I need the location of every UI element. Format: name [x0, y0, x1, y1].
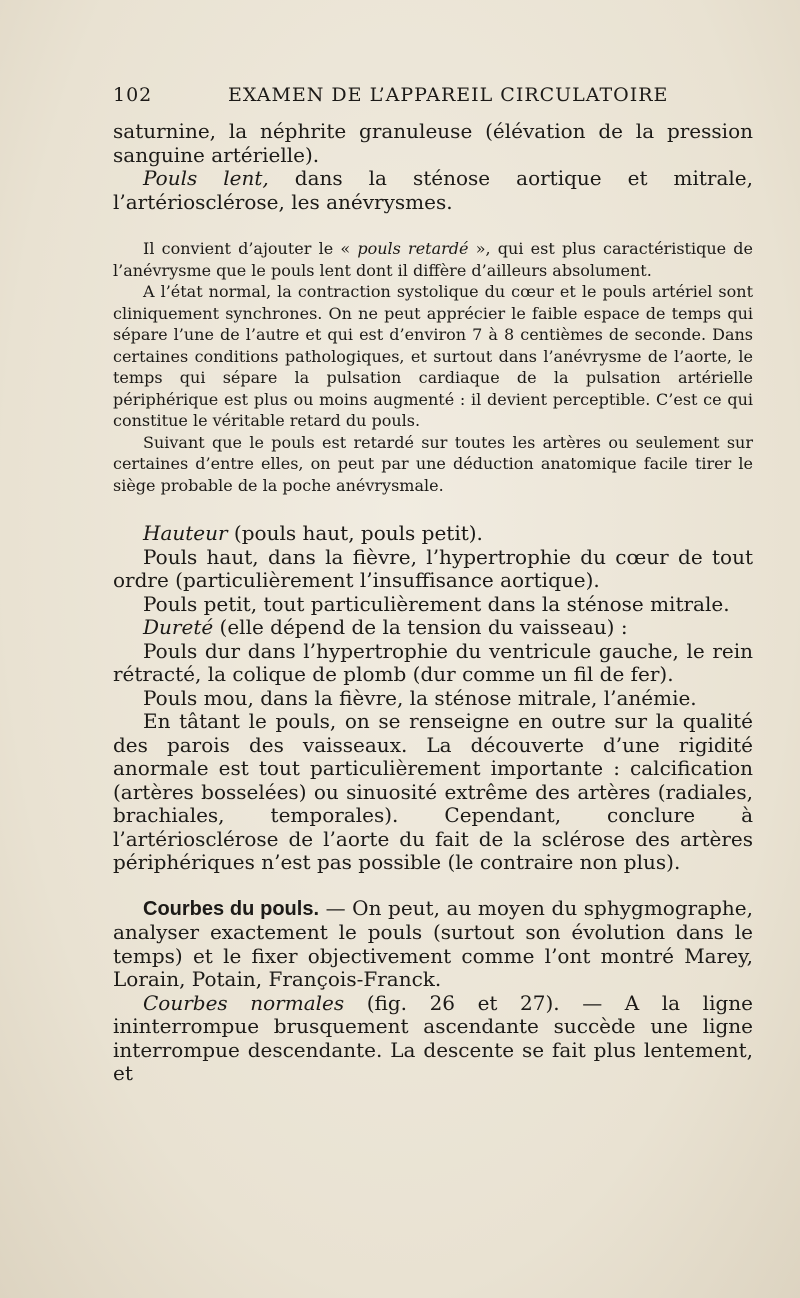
paragraph-pouls-retarde: Il convient d’ajouter le « pouls retardé », qui est plus caractéristique de l’anévrysme que le pouls lent dont il diffère d’ailleurs absolument. — [113, 239, 754, 280]
paragraph-tatant: En tâtant le pouls, on se renseigne en outre sur la qualité des parois des vaisseaux. La découverte d’une rigidité anormale est tout particulièrement importante : calcification (artères bosselées) ou sinuosité extrême des artères (radiales, brachiales, temporales). Cependant, conclure à l’artériosclérose de l’aorte du fait de la sclérose des artères périphériques n’est pas possible (le contraire non plus). — [113, 709, 753, 874]
page-number: 102 — [113, 84, 153, 106]
paragraph-courbes-normales: Courbes normales (fig. 26 et 27). — A la ligne ininterrompue brusquement ascendante succède une ligne interrompue descendante. La descente se fait plus lentement, et — [113, 990, 753, 1085]
term-courbes-normales: Courbes normales — [143, 990, 345, 1015]
term-hauteur: Hauteur — [143, 521, 228, 545]
paragraph-hauteur: Hauteur (pouls haut, pouls petit). — [143, 521, 483, 545]
paragraph-courbes-du-pouls: Courbes du pouls. — On peut, au moyen du sphygmographe, analyser exactement le pouls (surtout son évolution dans le temps) et le fixer objectivement comme l’ont montré Marey, Lorain, Potain, François-Franck. — [113, 895, 754, 991]
paragraph-pouls-dur: Pouls dur dans l’hypertrophie du ventricule gauche, le rein rétracté, la colique de plomb (dur comme un fil de fer). — [113, 638, 753, 686]
paragraph-durete: Dureté (elle dépend de la tension du vaisseau) : — [143, 615, 628, 639]
term-durete: Dureté — [143, 615, 214, 639]
paragraph-suivant: Suivant que le pouls est retardé sur toutes les artères ou seulement sur certaines d’entre elles, on peut par une déduction anatomique facile tirer le siège probable de la poche anévrysmale. — [113, 432, 753, 495]
paragraph-pouls-lent: Pouls lent, dans la sténose aortique et mitrale, l’artériosclérose, les anévrysmes. — [113, 166, 753, 214]
paragraph-etat-normal: A l’état normal, la contraction systolique du cœur et le pouls artériel sont cliniquement synchrones. On ne peut apprécier le faible espace de temps qui sépare l’une de l’autre et qui est d’environ 7 à 8 centièmes de seconde. Dans certaines conditions pathologiques, et surtout dans l’anévrysme de l’aorte, le temps qui sépare la pulsation cardiaque de la pulsation artérielle périphérique est plus ou moins augmenté : il devient perceptible. C’est ce qui constitue le véritable retard du pouls. — [113, 282, 753, 430]
paragraph-pouls-petit: Pouls petit, tout particulièrement dans la sténose mitrale. — [143, 591, 730, 616]
paragraph-pouls-mou: Pouls mou, dans la fièvre, la sténose mitrale, l’anémie. — [143, 685, 697, 710]
paragraph-pouls-haut: Pouls haut, dans la fièvre, l’hypertrophie du cœur de tout ordre (particulièrement l’insuffisance aortique). — [113, 544, 753, 592]
paragraph-saturnine: saturnine, la néphrite granuleuse (élévation de la pression sanguine artérielle). — [113, 119, 753, 167]
section-heading-courbes: Courbes du pouls. — [143, 897, 320, 920]
term-pouls-lent: Pouls lent, — [143, 166, 269, 190]
term-pouls-retarde: pouls retardé — [357, 239, 469, 258]
page-body — [113, 120, 753, 1086]
running-title: EXAMEN DE L’APPAREIL CIRCULATOIRE — [228, 84, 669, 106]
